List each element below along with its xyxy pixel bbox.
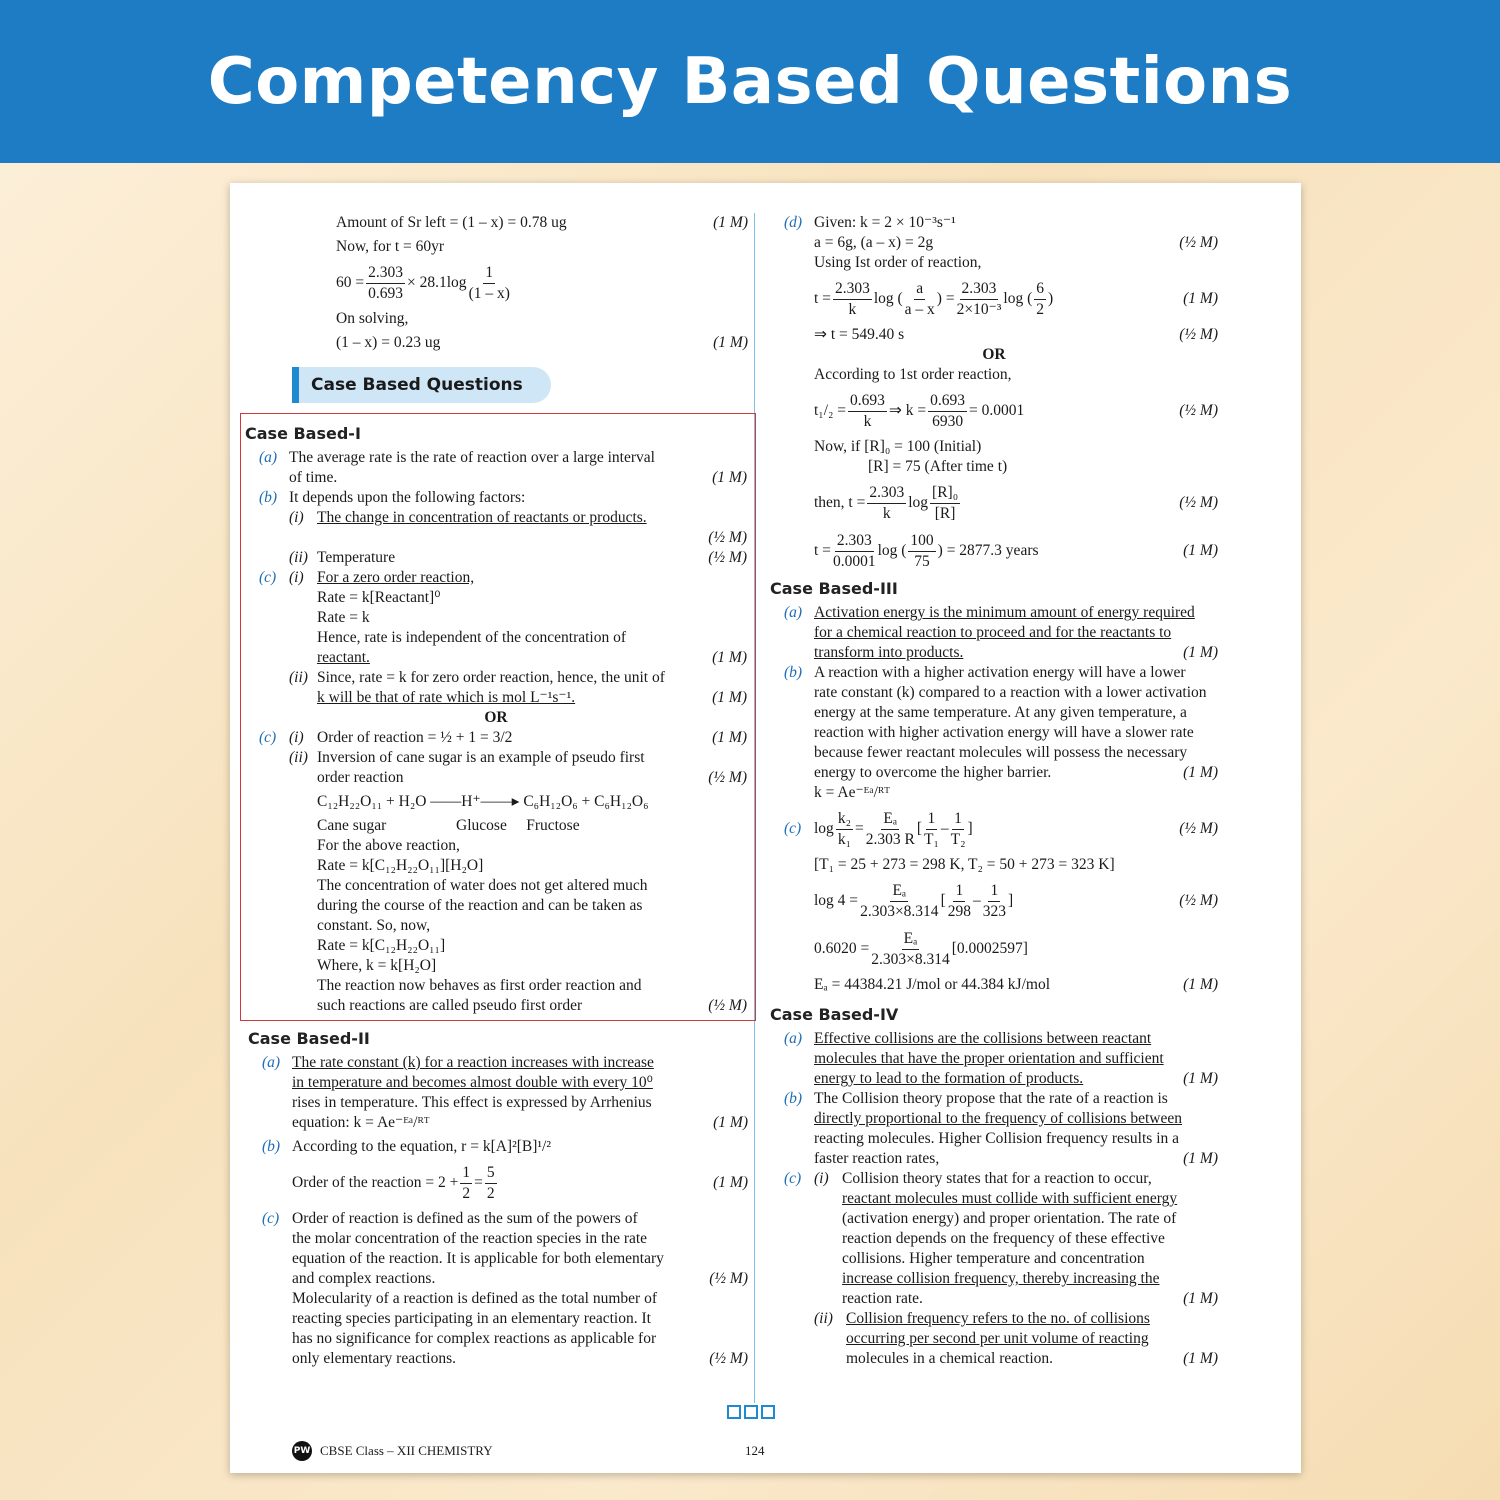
- left-column: Amount of Sr left = (1 – x) = 0.78 ug (1 M) Now, for t = 60yr 60 = $\frac{2.303}{0.693}$ × 28.1log $\frac{1}{(1 - x)}$ On solving, (1 – x) = 0.23 ug (1 M) Case Based Questions Case Based-I (a) The average rate is the rate of reaction over a large interval of time. (1 M) (b) It depends upon the following factors: (i) The change in concentration of reactants or products. (½ M) (ii) Temperature (½ M) (c) (i) For a zero order reaction, Rate = k[Reactant]⁰ Rate = k Hence, rate is independent of the concentration of reactant. (1 M) (ii) Since, rate = k for zero order reaction, hence, the unit of k will be that of rate which is mol L⁻¹s⁻¹. (1 M) OR (c) (i) Order of reaction = ½ + 1 = 3/2 (1 M) (ii) Inversion of cane sugar is an example of pseudo first order reaction (½ M) C₁₂H₂₂O₁₁ + H₂O ——H⁺——▸ C₆H₁₂O₆ + C₆H₁₂O₆ Cane sugar Glucose Fructose For the above reaction, Rate = k[C₁₂H₂₂O₁₁][H₂O] The concentration of water does not get altered much during the course of the reaction and can be taken as constant. So, now, Rate = k[C₁₂H₂₂O₁₁] Where, k = k[H₂O] The reaction now behaves as first order reaction and such reactions are called pseudo first order (½ M) Case Based-II (a) The rate constant (k) for a reaction increases with increase in temperature and becomes almost double with every 10⁰ rises in temperature. This effect is expressed by Arrhenius equation: k = Ae⁻ᴱᵃ/ᴿᵀ (1 M) (b) According to the equation, r = k[A]²[B]¹/² Order of the reaction = 2 + $\frac{1}{2}$ = $\frac{5}{2}$ (1 M) (c) Order of reaction is defined as the sum of the powers of the molar concentration of the reaction species in the rate equation of the reaction. It is applicable for both elementary and complex reactions. (½ M) Molecularity of a reaction is defined as the total number of reacting species participating in an elementary reaction. It has no significance for complex reactions as applicable for only elementary reactions. (½ M): [292, 213, 748, 1369]
- banner-title: Competency Based Questions: [207, 44, 1293, 119]
- case-based-2-title: Case Based-II: [248, 1029, 370, 1048]
- equation: 60 = $\frac{2.303}{0.693}$ × 28.1log $\frac{1}{(1 - x)}$: [336, 263, 510, 302]
- pw-logo-icon: PW: [292, 1441, 312, 1461]
- text-line: Amount of Sr left = (1 – x) = 0.78 ug (1 M): [336, 214, 748, 231]
- page-number: 124: [745, 1443, 765, 1458]
- book-title: CBSE Class – XII CHEMISTRY: [320, 1443, 493, 1458]
- banner: [0, 0, 1500, 163]
- text-line: On solving,: [336, 310, 409, 327]
- footer: [292, 1441, 493, 1461]
- right-column: (d) Given: k = 2 × 10⁻³s⁻¹ a = 6g, (a – x) = 2g (½ M) Using Ist order of reaction, t = $\frac{2.303}{k}$ log ( $\frac{a}{a - x}$ ) = $\frac{2.303}{\text{2×10⁻³}}$ log ( $\frac{6}{2}$ ) (1 M) ⇒ t = 549.40 s (½ M) OR According to 1st order reaction, t₁/₂ = $\frac{0.693}{k}$ ⇒ k = $\frac{0.693}{6930}$ = 0.0001 (½ M) Now, if [R]₀ = 100 (Initial) [R] = 75 (After time t) then, t = $\frac{2.303}{k}$ log $\frac{\text{[R]₀}}{[R]}$ (½ M) t = $\frac{2.303}{0.0001}$ log ( $\frac{100}{75}$ ) = 2877.3 years (1 M) Case Based-III (a) Activation energy is the minimum amount of energy required for a chemical reaction to proceed and for the reactants to transform into products. (1 M) (b) A reaction with a higher activation energy will have a lower rate constant (k) compared to a reaction with a lower activation energy at the same temperature. At any given temperature, a reaction with higher activation energy will have a slower rate because fewer reactant molecules will possess the necessary energy to overcome the higher barrier. (1 M) k = Ae⁻ᴱᵃ/ᴿᵀ (c) log $\frac{\text{k₂}}{\text{k₁}}$ = $\frac{\text{Eₐ}}{2.303 R}$ [ $\frac{1}{\text{T₁}}$ – $\frac{1}{\text{T₂}}$ ] (½ M) [T₁ = 25 + 273 = 298 K, T₂ = 50 + 273 = 323 K] log 4 = $\frac{\text{Eₐ}}{2.303\times 8.314}$ [ $\frac{1}{298}$ – $\frac{1}{323}$ ] (½ M) 0.6020 = $\frac{\text{Eₐ}}{2.303\times 8.314}$ [0.0002597] Eₐ = 44384.21 J/mol or 44.384 kJ/mol (1 M) Case Based-IV (a) Effective collisions are the collisions between reactant molecules that have the proper orientation and sufficient energy to lead to the formation of products. (1 M) (b) The Collision theory propose that the rate of a reaction is directly proportional to the frequency of collisions between reacting molecules. Higher Collision frequency results in a faster reaction rates, (1 M) (c) (i) Collision theory states that for a reaction to occur, reactant molecules must collide with sufficient energy (activation energy) and proper orientation. The rate of reaction depends on the frequency of these effective collisions. Higher temperature and concentration increase collision frequency, thereby increasing the reaction rate. (1 M) (ii) Collision frequency refers to the no. of collisions occurring per second per unit volume of reacting molecules in a chemical reaction. (1 M): [770, 214, 1218, 1367]
- end-mark-icon: [727, 1405, 775, 1419]
- case-based-1-box: Case Based-I (a) The average rate is the rate of reaction over a large interval of time. (1 M) (b) It depends upon the following factors: (i) The change in concentration of reactants or products. (½ M) (ii) Temperature (½ M) (c) (i) For a zero order reaction, Rate = k[Reactant]⁰ Rate = k Hence, rate is independent of the concentration of reactant. (1 M) (ii) Since, rate = k for zero order reaction, hence, the unit of k will be that of rate which is mol L⁻¹s⁻¹. (1 M) OR (c) (i) Order of reaction = ½ + 1 = 3/2 (1 M) (ii) Inversion of cane sugar is an example of pseudo first order reaction (½ M) C₁₂H₂₂O₁₁ + H₂O ——H⁺——▸ C₆H₁₂O₆ + C₆H₁₂O₆ Cane sugar Glucose Fructose For the above reaction, Rate = k[C₁₂H₂₂O₁₁][H₂O] The concentration of water does not get altered much during the course of the reaction and can be taken as constant. So, now, Rate = k[C₁₂H₂₂O₁₁] Where, k = k[H₂O] The reaction now behaves as first order reaction and such reactions are called pseudo first order (½ M): [240, 413, 756, 1021]
- case-based-3-title: Case Based-III: [770, 579, 898, 598]
- book-page: [230, 183, 1301, 1473]
- text-line: (1 – x) = 0.23 ug (1 M): [336, 334, 748, 351]
- case-based-1-title: Case Based-I: [245, 424, 361, 443]
- text-line: Now, for t = 60yr: [336, 238, 445, 255]
- case-based-4-title: Case Based-IV: [770, 1005, 899, 1024]
- reaction-equation: C₁₂H₂₂O₁₁ + H₂O ——H⁺——▸ C₆H₁₂O₆ + C₆H₁₂O₆: [317, 793, 649, 810]
- case-based-questions-heading: Case Based Questions: [292, 367, 551, 403]
